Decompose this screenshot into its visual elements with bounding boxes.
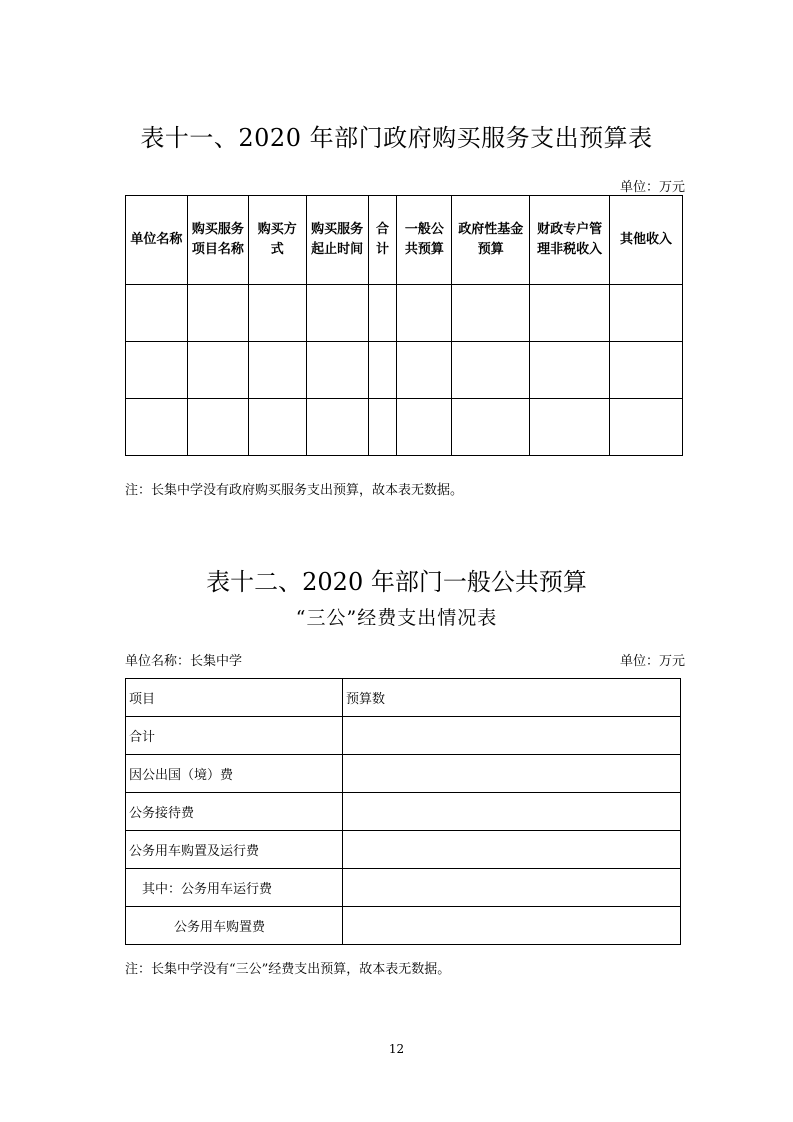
table11 [125, 195, 683, 456]
row-value-overseas [343, 755, 681, 793]
header-project-name: 购买服务 项目名称 [187, 196, 248, 285]
table11-header-row [126, 196, 683, 285]
table-row [126, 793, 681, 831]
row-value-vehicle-operation [343, 869, 681, 907]
table12-note: 注：长集中学没有“三公”经费支出预算，故本表无数据。 [125, 962, 451, 977]
header-budget-amount: 预算数 [343, 679, 681, 717]
header-item: 项目 [126, 679, 343, 717]
header-other-income: 其他收入 [610, 196, 683, 285]
table-row [126, 342, 683, 399]
table11-title: 表十一、2020 年部门政府购买服务支出预算表 [140, 124, 653, 152]
table-row [126, 755, 681, 793]
page-number: 12 [388, 1042, 405, 1056]
row-label-total: 合计 [126, 717, 343, 755]
table-row [126, 717, 681, 755]
table-row [126, 285, 683, 342]
table11-unit: 单位：万元 [619, 180, 685, 195]
table12 [125, 678, 681, 945]
row-value-vehicle-purchase [343, 907, 681, 945]
row-label-vehicle-purchase: 公务用车购置费 [126, 907, 343, 945]
table12-header-row [126, 679, 681, 717]
row-value-total [343, 717, 681, 755]
header-general-budget: 一般公 共预算 [397, 196, 452, 285]
table12-unit: 单位：万元 [619, 654, 685, 669]
header-non-tax-income: 财政专户管 理非税收入 [530, 196, 610, 285]
table-row [126, 907, 681, 945]
header-fund-budget: 政府性基金 预算 [452, 196, 530, 285]
table-row [126, 831, 681, 869]
row-label-vehicle-operation: 其中：公务用车运行费 [126, 869, 343, 907]
row-label-vehicle: 公务用车购置及运行费 [126, 831, 343, 869]
row-label-overseas: 因公出国（境）费 [126, 755, 343, 793]
table12-unit-name: 单位名称：长集中学 [125, 654, 243, 669]
header-total: 合 计 [368, 196, 397, 285]
table-row [126, 399, 683, 456]
table11-note: 注：长集中学没有政府购买服务支出预算，故本表无数据。 [125, 483, 464, 498]
header-purchase-method: 购买方 式 [248, 196, 306, 285]
table12-subtitle: “三公”经费支出情况表 [295, 607, 498, 629]
row-label-reception: 公务接待费 [126, 793, 343, 831]
header-unit-name: 单位名称 [126, 196, 188, 285]
table-row [126, 869, 681, 907]
header-service-period: 购买服务 起止时间 [306, 196, 368, 285]
row-value-reception [343, 793, 681, 831]
table12-title: 表十二、2020 年部门一般公共预算 [206, 568, 587, 596]
row-value-vehicle [343, 831, 681, 869]
